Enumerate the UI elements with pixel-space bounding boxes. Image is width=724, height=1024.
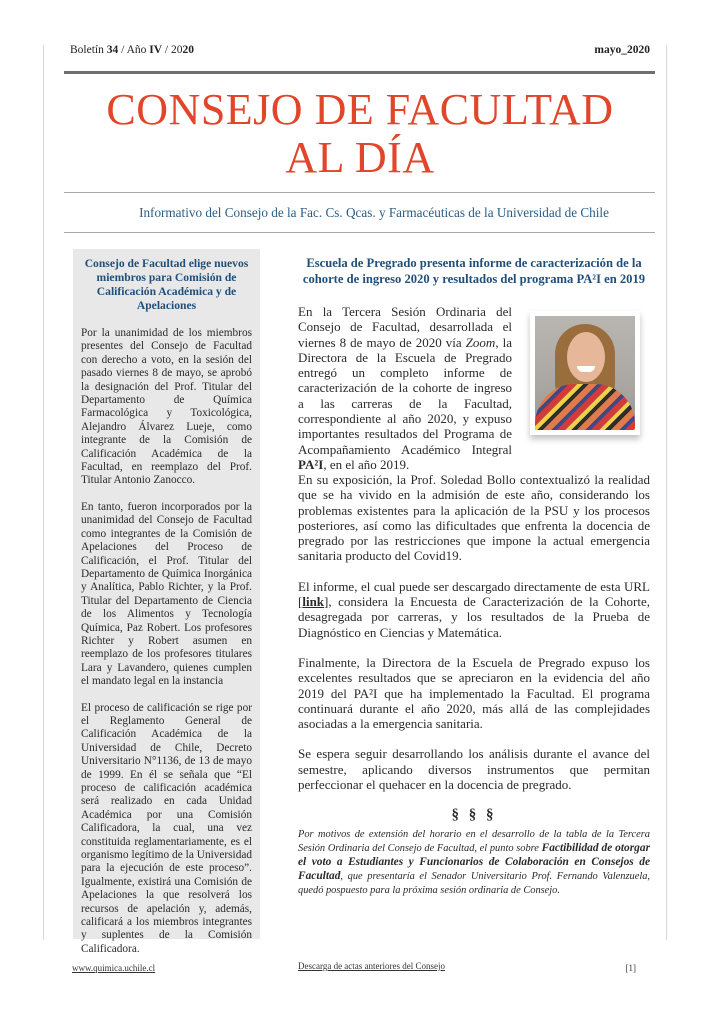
year-prefix: 20 xyxy=(171,44,183,56)
masthead-line-2: AL DÍA xyxy=(285,133,435,182)
intro-program: PA²I xyxy=(298,456,324,472)
intro-text-3: , en el año 2019. xyxy=(323,456,410,472)
postponed-note xyxy=(298,828,650,897)
separator: / xyxy=(164,44,169,56)
body-paragraph: En su exposición, la Prof. Soledad Bollo contextualizó la realidad que se ha vivido en la admisión de este año, considerando los problemas existentes para la aplicación de la PSU y los procesos posteriores, así como las dificultades que enfrenta la docencia de pregrado por las restricciones que impone la actual emergencia sanitaria producto del Covid19. xyxy=(298,472,650,564)
note-text-2: , que presentaría el Senador Universitario Prof. Fernando Valenzuela, quedó pospuesto para la próxima sesión ordinaria de Consejo. xyxy=(298,870,650,896)
page-border-right xyxy=(666,45,667,940)
year-roman: IV xyxy=(149,44,163,56)
archive-link[interactable]: Descarga de actas anteriores del Consejo xyxy=(298,961,446,971)
main-article-title: Escuela de Pregrado presenta informe de caracterización de la cohorte de ingreso 2020 y resultados del programa PA²I en 2019 xyxy=(302,256,646,286)
bulletin-number: 34 xyxy=(106,44,119,56)
bulletin-info xyxy=(70,44,194,56)
page-number: [1] xyxy=(625,963,636,973)
page-header xyxy=(70,44,650,62)
portrait-shirt xyxy=(535,384,635,430)
sidebar-paragraph: En tanto, fueron incorporados por la unanimidad del Consejo de Facultad como integrantes de la Comisión de Apelaciones del Proceso de Calificación, el Prof. Titular del Departamento de Química Inorgánica y Analítica, Pablo Richter, y la Prof. Titular del Departamento de Ciencia de los Alimentos y Tecnología Química, Paz Robert. Los profesores Richter y Robert asumen en reemplazo de los profesores titulares Lara y Lavandero, quienes cumplen el mandato legal en la instancia xyxy=(81,500,252,688)
year-suffix: 20 xyxy=(182,44,194,56)
page-border-left xyxy=(43,45,44,940)
note-text-1: Por motivos de extensión del horario en el desarrollo de la tabla de la Tercera Sesión Ordinaria del Consejo de Facultad, el punto sobre xyxy=(298,829,650,855)
sidebar-paragraph: Por la unanimidad de los miembros presentes del Consejo de Facultad con derecho a voto, en la sesión del pasado viernes 8 de mayo, se aprobó la designación del Prof. Titular del Departamento de Química Farmacológica y Toxicológica, Alejandro Álvarez Lueje, como integrante de la Comisión de Calificación Académica de la Facultad, en reemplazo del Prof. Titular Antonio Zanocco. xyxy=(81,327,252,487)
section-mark: § § § xyxy=(451,807,497,824)
p3-text-1: El informe, el cual puede ser descargado directamente de esta URL [ xyxy=(298,578,650,610)
subtitle-divider xyxy=(64,232,655,233)
main-article xyxy=(298,256,650,897)
bulletin-label: Boletín xyxy=(70,44,104,56)
masthead-divider xyxy=(64,192,655,193)
intro-text-1: En la Tercera Sesión Ordinaria del Consejo de Facultad, desarrollada el viernes 8 de mayo de 2020 vía xyxy=(298,304,512,350)
intro-section xyxy=(298,304,650,472)
portrait-image xyxy=(535,316,635,430)
note-bold: Factibilidad de otorgar el voto a Estudiantes y Funcionarios de Colaboración en Consejos de Facultad xyxy=(298,842,650,882)
report-link[interactable]: link xyxy=(302,594,325,610)
masthead-title xyxy=(60,86,660,182)
intro-zoom: Zoom xyxy=(465,334,496,350)
header-divider xyxy=(64,71,655,74)
sidebar-article-title: Consejo de Facultad elige nuevos miembros para Comisión de Calificación Académica y de Apelaciones xyxy=(84,257,249,312)
body-paragraph xyxy=(298,579,650,640)
p3-text-2: ], considera la Encuesta de Caracterización de la Cohorte, desagregada por carreras, y los resultados de la Prueba de Diagnóstico en Ciencias y Matemática. xyxy=(298,594,650,640)
intro-text-2: , la Directora de la Escuela de Pregrado entregó un completo informe de caracterización de la cohorte de ingreso a las carreras de la Facultad, correspondiente al año 2020, y expuso importantes resultados del Programa de Acompañamiento Académico Integral xyxy=(298,334,512,457)
year-label: Año xyxy=(126,44,147,56)
issue-date: mayo_2020 xyxy=(594,44,650,56)
body-paragraph: Se espera seguir desarrollando los análisis durante el avance del semestre, aplicando diversos instrumentos que permitan perfeccionar el quehacer en la docencia de pregrado. xyxy=(298,746,650,793)
separator: / xyxy=(121,44,125,56)
sidebar-paragraph: El proceso de calificación se rige por el Reglamento General de Calificación Académica de la Universidad de Chile, Decreto Universitario N°1136, de 13 de mayo de 1999. En él se señala que “El proceso de calificación académica será realizado en cada Unidad Académica por una Comisión Calificadora, la cual, una vez constituida reglamentariamente, es el organismo legítimo de la Universidad para la ejecución de este proceso”. Igualmente, existirá una Comisión de Apelaciones la que resolverá los recursos de apelación y, además, calificará a los miembros integrantes y suplentes de la Comisión Calificadora. xyxy=(81,701,252,955)
intro-paragraph xyxy=(298,304,512,472)
website-link[interactable]: www.quimica.uchile.cl xyxy=(72,963,156,973)
body-paragraph: Finalmente, la Directora de la Escuela de Pregrado expuso los excelentes resultados que se apreciaron en la evidencia del año 2019 del PA²I que ha implementado la Facultad. El programa continuará durante el año 2020, más allá de las complejidades asociadas a la emergencia sanitaria. xyxy=(298,654,650,732)
portrait-photo xyxy=(530,311,640,435)
sidebar-article xyxy=(73,249,260,955)
masthead-line-1: CONSEJO DE FACULTAD xyxy=(106,85,614,134)
portrait-face xyxy=(567,332,605,382)
masthead-subtitle: Informativo del Consejo de la Fac. Cs. Qcas. y Farmacéuticas de la Universidad de Chile xyxy=(139,205,609,220)
